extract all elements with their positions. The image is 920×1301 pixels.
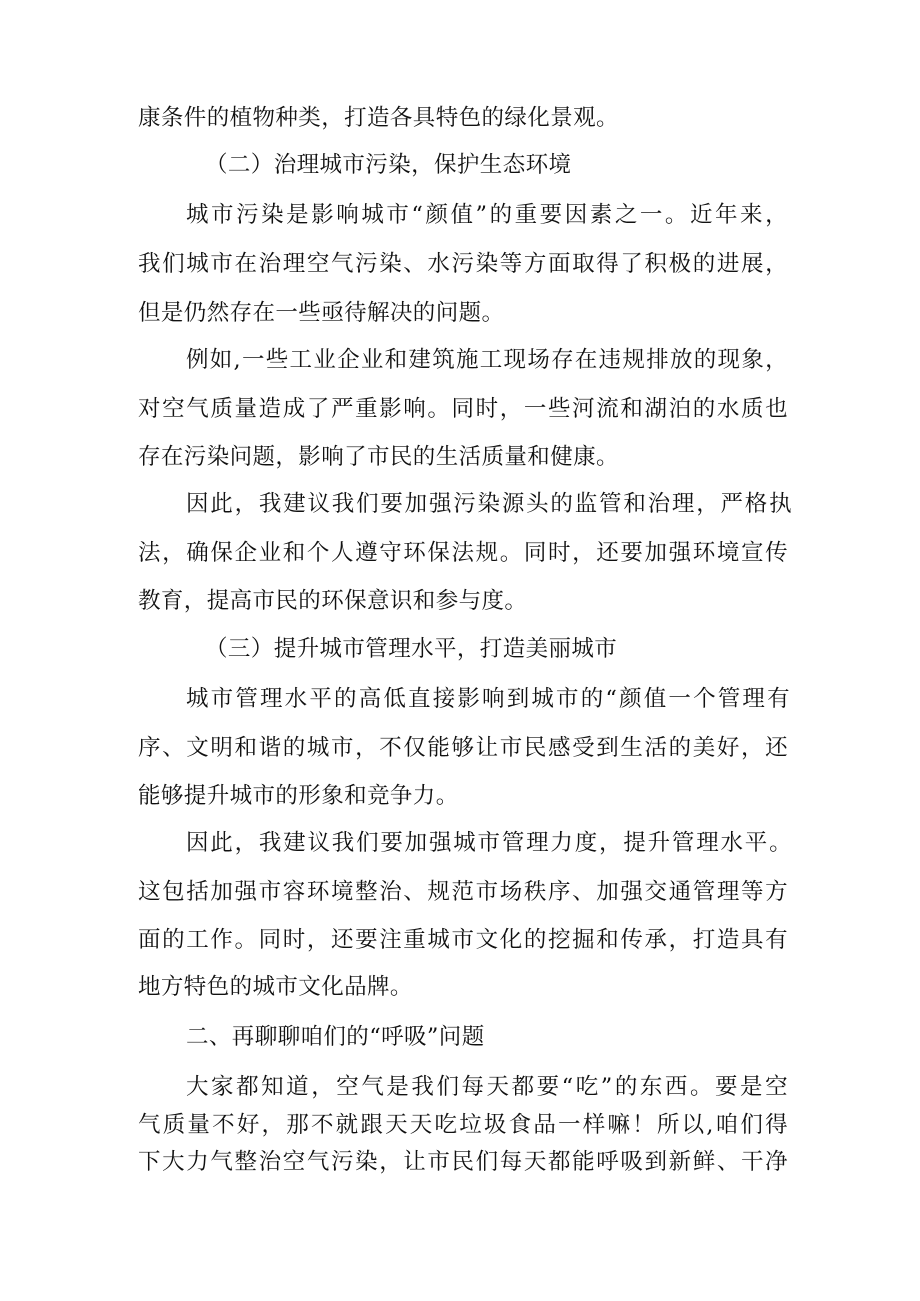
paragraph-line: 气质量不好，那不就跟天天吃垃圾食品一样嘛！所以,咱们得 bbox=[138, 1112, 788, 1138]
paragraph-line: 下大力气整治空气污染，让市民们每天都能呼吸到新鲜、干净 bbox=[138, 1149, 788, 1175]
paragraph-line: 面的工作。同时，还要注重城市文化的挖掘和传承，打造具有 bbox=[138, 927, 788, 953]
paragraph-line: 大家都知道，空气是我们每天都要“吃”的东西。要是空 bbox=[186, 1074, 788, 1100]
paragraph-line: 序、文明和谐的城市，不仅能够让市民感受到生活的美好，还 bbox=[138, 735, 788, 761]
paragraph-line: 对空气质量造成了严重影响。同时，一些河流和湖泊的水质也 bbox=[138, 396, 788, 422]
paragraph-line: 因此，我建议我们要加强城市管理力度，提升管理水平。 bbox=[186, 830, 792, 856]
section-heading: 二、再聊聊咱们的“呼吸”问题 bbox=[186, 1024, 485, 1050]
paragraph-line: 法，确保企业和个人遵守环保法规。同时，还要加强环境宣传 bbox=[138, 540, 788, 566]
paragraph-line: 我们城市在治理空气污染、水污染等方面取得了积极的进展， bbox=[138, 251, 788, 277]
paragraph-line: 教育，提高市民的环保意识和参与度。 bbox=[138, 588, 528, 614]
paragraph-line: 例如,一些工业企业和建筑施工现场存在违规排放的现象， bbox=[186, 347, 788, 373]
paragraph-line: 但是仍然存在一些亟待解决的问题。 bbox=[138, 300, 505, 326]
paragraph-line: 城市污染是影响城市“颜值”的重要因素之一。近年来， bbox=[186, 202, 788, 228]
section-heading: （二）治理城市污染，保护生态环境 bbox=[205, 152, 572, 178]
section-heading: （三）提升城市管理水平，打造美丽城市 bbox=[205, 636, 618, 662]
paragraph-line: 康条件的植物种类，打造各具特色的绿化景观。 bbox=[138, 105, 619, 131]
paragraph-line: 地方特色的城市文化品牌。 bbox=[138, 974, 413, 1000]
paragraph-line: 这包括加强市容环境整治、规范市场秩序、加强交通管理等方 bbox=[138, 879, 788, 905]
paragraph-line: 城市管理水平的高低直接影响到城市的“颜值一个管理有 bbox=[186, 686, 790, 712]
paragraph-line: 存在污染问题，影响了市民的生活质量和健康。 bbox=[138, 444, 619, 470]
paragraph-line: 因此，我建议我们要加强污染源头的监管和治理，严格执 bbox=[186, 491, 792, 517]
paragraph-line: 能够提升城市的形象和竞争力。 bbox=[138, 783, 459, 809]
